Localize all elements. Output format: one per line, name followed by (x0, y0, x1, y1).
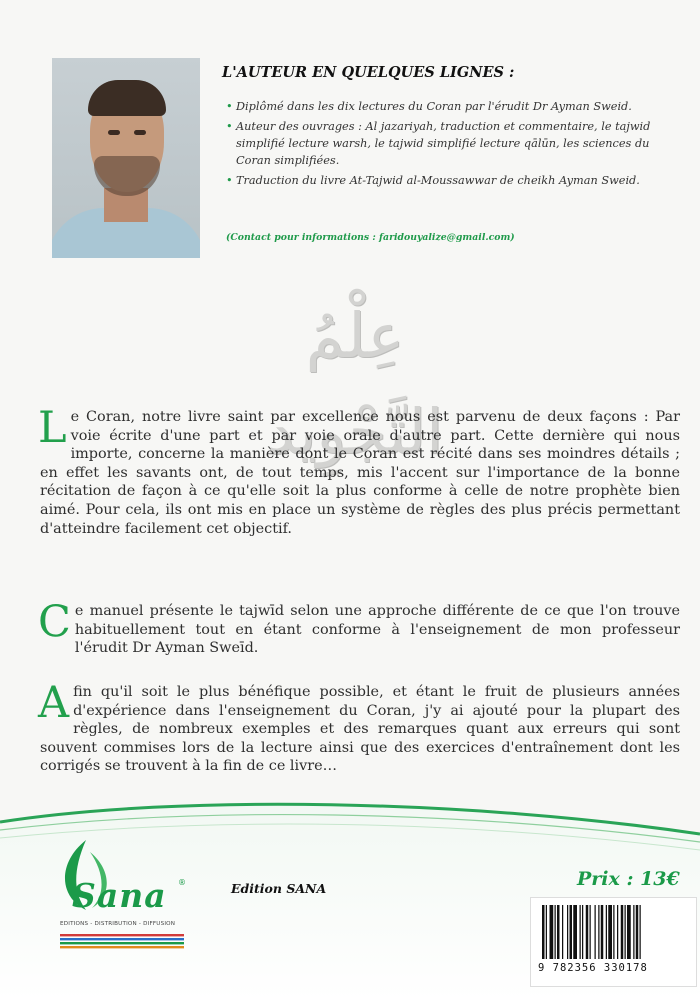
barcode-icon (540, 905, 686, 959)
author-photo (52, 58, 200, 258)
author-bullet: • Traduction du livre At-Tajwid al-Moussawwar de cheikh Ayman Sweid. (226, 172, 684, 189)
barcode-bar (562, 905, 563, 959)
barcode-bar (608, 905, 612, 959)
barcode-bar (640, 905, 641, 959)
barcode-bar (606, 905, 607, 959)
isbn-number: 9 782356 330178 (538, 962, 648, 974)
paragraph-text: e manuel présente le tajwīd selon une approche différente de ce que l'on trouve habituellement tout en étant conforme à l'enseignement de mon professeur l'érudit Dr Ayman Sweīd. (74, 603, 680, 657)
author-bullets (226, 98, 684, 192)
barcode-bar (636, 905, 639, 959)
author-hair (88, 80, 166, 116)
barcode-bar (613, 905, 614, 959)
paragraph-text: fin qu'il soit le plus bénéfique possible, et étant le fruit de plusieurs années d'expérience dans l'enseignement du Coran, j'y ai ajouté pour la plupart des règles, de nombreux exemples et des remarques quant aux erreurs qui sont souvent commises lors de la lecture ainsi que des exercices d'entraînement dont les corrigés se trouvent à la fin de ce livre… (40, 684, 680, 775)
barcode-bar (570, 905, 573, 959)
author-eye-left (108, 130, 120, 135)
barcode-bar (582, 905, 583, 959)
author-heading: L'AUTEUR EN QUELQUES LIGNES : (222, 64, 515, 81)
barcode-bar (617, 905, 618, 959)
price-label: Prix : 13€ (577, 868, 680, 890)
paragraph-purpose (38, 678, 680, 776)
registered-mark: ® (178, 878, 186, 887)
barcode-bar (573, 905, 577, 959)
paragraph-intro (38, 403, 680, 538)
dropcap: A (38, 678, 70, 728)
barcode-bar (542, 905, 545, 959)
contact-line: (Contact pour informations : faridouyalize@gmail.com) (226, 232, 515, 243)
publisher-tagline: EDITIONS - DISTRIBUTION - DIFFUSION (60, 921, 176, 927)
barcode-bar (557, 905, 560, 959)
barcode-bar (627, 905, 631, 959)
barcode-bar (550, 905, 554, 959)
barcode-bar (586, 905, 589, 959)
barcode-bar (621, 905, 624, 959)
paragraph-manual (38, 597, 680, 658)
author-bullet: • Diplômé dans les dix lectures du Coran par l'érudit Dr Ayman Sweid. (226, 98, 684, 115)
edition-label: Edition SANA (231, 881, 327, 896)
author-bullet: • Auteur des ouvrages : Al jazariyah, traduction et commentaire, le tajwid simplifié lecture warsh, le tajwid simplifié lecture qālūn, les sciences du Coran simplifiées. (226, 118, 684, 169)
arabic-calligraphy: عِلْمُ التَّجْوِيد (266, 299, 444, 468)
barcode-bar (595, 905, 596, 959)
barcode-bar (546, 905, 547, 959)
barcode-bar (601, 905, 604, 959)
barcode-bar (555, 905, 556, 959)
barcode-bar (590, 905, 591, 959)
publisher-logo-word: Sana (72, 876, 167, 915)
dropcap: C (38, 597, 71, 647)
barcode-bar (598, 905, 599, 959)
dropcap: L (38, 403, 67, 453)
barcode-bar (633, 905, 634, 959)
barcode-bar (580, 905, 581, 959)
author-eye-right (134, 130, 146, 135)
barcode-bar (625, 905, 626, 959)
barcode-bar (567, 905, 568, 959)
paragraph-text: e Coran, notre livre saint par excellence nous est parvenu de deux façons : Par voie écrite d'une part et par voie orale d'autre part. Cette dernière qui nous importe, concerne la manière dont le Coran est récité dans ses moindres détails ; en effet les savants ont, de tout temps, mis l'accent sur l'importance de la bonne récitation de façon à ce qu'elle soit la plus conforme à celle de notre prophète bien aimé. Pour cela, ils ont mis en place un système de règles des plus précis permettant d'atteindre facilement cet objectif. (40, 409, 680, 537)
